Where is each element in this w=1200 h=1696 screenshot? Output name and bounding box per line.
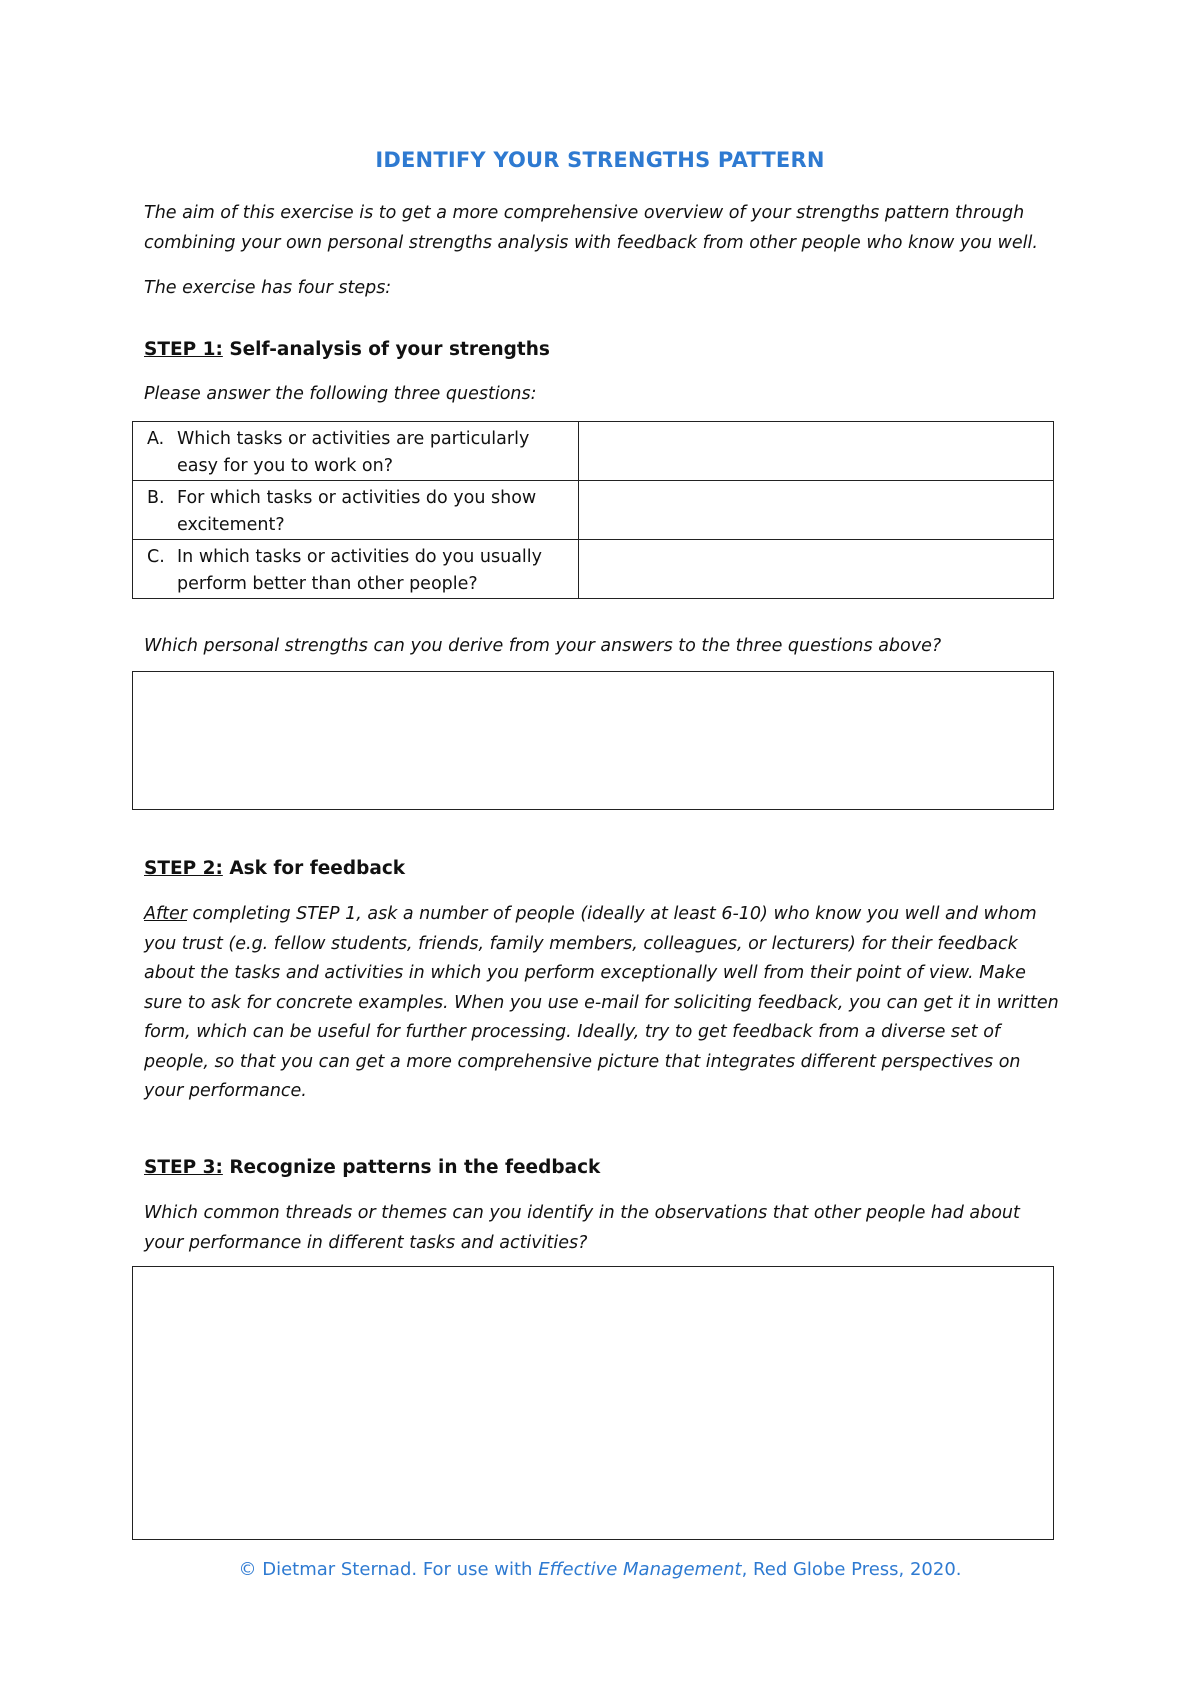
footer-book-title: Effective Management bbox=[538, 1559, 742, 1580]
questions-table bbox=[132, 421, 1054, 599]
question-letter: B. bbox=[147, 488, 165, 508]
step1-heading bbox=[144, 339, 550, 360]
step3-heading bbox=[144, 1157, 600, 1178]
footer-suffix: , Red Globe Press, 2020. bbox=[741, 1559, 962, 1580]
step3-label: STEP 3: bbox=[144, 1157, 223, 1178]
step1-prompt: Please answer the following three questions: bbox=[144, 384, 537, 404]
answer-cell[interactable] bbox=[579, 540, 1054, 599]
strengths-answer-box[interactable] bbox=[132, 671, 1054, 810]
question-cell bbox=[133, 422, 579, 481]
step2-heading bbox=[144, 858, 405, 879]
step2-body bbox=[144, 900, 1064, 1107]
answer-cell[interactable] bbox=[579, 422, 1054, 481]
step1-label: STEP 1: bbox=[144, 339, 223, 360]
step2-body-text: completing STEP 1, ask a number of people (ideally at least 6-10) who know you well and whom you trust (e.g. fellow students, friends, family members, colleagues, or lecturers) for their feedback about the tasks and activities in which you perform exceptionally well from their point of view. Make sure to ask for concrete examples. When you use e-mail for soliciting feedback, you can get it in written form, which can be useful for further processing. Ideally, try to get feedback from a diverse set of people, so that you can get a more comprehensive picture that integrates different perspectives on your performance. bbox=[144, 904, 1059, 1101]
question-letter: A. bbox=[147, 429, 165, 449]
step3-title: Recognize patterns in the feedback bbox=[229, 1157, 601, 1178]
question-text: In which tasks or activities do you usually perform better than other people? bbox=[177, 547, 542, 594]
step2-title: Ask for feedback bbox=[229, 858, 406, 879]
page-title: IDENTIFY YOUR STRENGTHS PATTERN bbox=[375, 148, 825, 172]
table-row bbox=[133, 540, 1054, 599]
table-row bbox=[133, 422, 1054, 481]
copyright-footer bbox=[0, 1559, 1200, 1580]
question-cell bbox=[133, 481, 579, 540]
steps-note: The exercise has four steps: bbox=[144, 278, 392, 298]
step2-label: STEP 2: bbox=[144, 858, 223, 879]
step2-body-lead: After bbox=[144, 904, 187, 924]
question-text: For which tasks or activities do you show excitement? bbox=[177, 488, 537, 535]
answer-cell[interactable] bbox=[579, 481, 1054, 540]
question-text: Which tasks or activities are particularly easy for you to work on? bbox=[177, 429, 530, 476]
patterns-answer-box[interactable] bbox=[132, 1266, 1054, 1540]
question-letter: C. bbox=[147, 547, 165, 567]
footer-prefix: © Dietmar Sternad. For use with bbox=[238, 1559, 539, 1580]
intro-paragraph: The aim of this exercise is to get a more comprehensive overview of your strengths pattern through combining your own personal strengths analysis with feedback from other people who know you well. bbox=[144, 203, 1038, 253]
question-cell bbox=[133, 540, 579, 599]
step1-title: Self-analysis of your strengths bbox=[229, 339, 550, 360]
table-row bbox=[133, 481, 1054, 540]
derive-question: Which personal strengths can you derive from your answers to the three questions above? bbox=[144, 636, 942, 656]
step3-question: Which common threads or themes can you identify in the observations that other people had about your performance in different tasks and activities? bbox=[144, 1203, 1020, 1253]
